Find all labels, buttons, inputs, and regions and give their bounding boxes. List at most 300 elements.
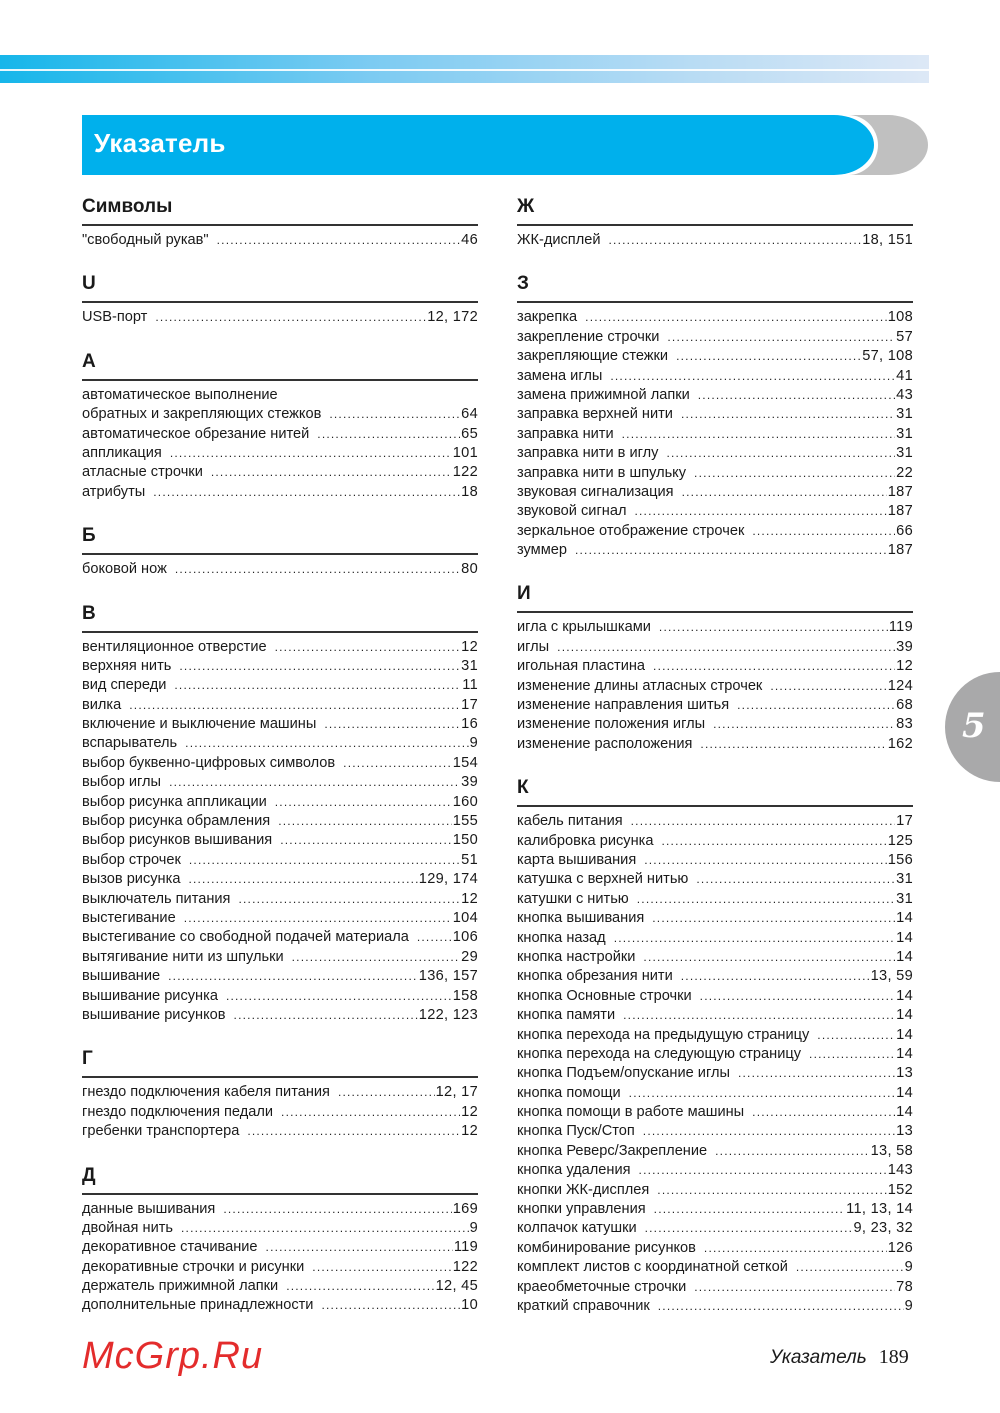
section-heading: Символы xyxy=(82,195,478,226)
index-entry xyxy=(517,464,913,483)
entry-pages: 143 xyxy=(887,1162,913,1179)
dot-leader xyxy=(694,464,895,483)
dot-leader xyxy=(643,1122,895,1141)
entry-pages: 10 xyxy=(461,1297,478,1314)
entry-term: кнопки управления xyxy=(517,1201,646,1218)
page-footer xyxy=(770,1346,909,1369)
entry-term: заправка верхней нити xyxy=(517,406,673,423)
entry-pages: 136, 157 xyxy=(418,968,478,985)
entry-pages: 64 xyxy=(461,406,478,423)
index-entry xyxy=(517,347,913,366)
index-entry xyxy=(517,812,913,831)
entry-pages: 18, 151 xyxy=(862,232,913,248)
entry-pages: 51 xyxy=(461,851,478,868)
index-entry xyxy=(517,909,913,928)
dot-leader xyxy=(634,502,886,521)
entry-term: гнездо подключения кабеля питания xyxy=(82,1084,330,1101)
entry-term: кнопка помощи в работе машины xyxy=(517,1104,745,1121)
entry-term: кнопка Пуск/Стоп xyxy=(517,1123,635,1140)
entry-pages: 14 xyxy=(896,1007,913,1024)
index-entry xyxy=(82,928,478,947)
entry-pages: 13, 58 xyxy=(870,1142,913,1159)
dot-leader xyxy=(796,1258,904,1277)
entry-term: кнопка перехода на предыдущую страницу xyxy=(517,1026,810,1043)
index-entry xyxy=(82,890,478,909)
entry-pages: 43 xyxy=(896,386,913,403)
entry-term: изменение положения иглы xyxy=(517,716,706,733)
entry-term: катушки с нитью xyxy=(517,890,629,907)
entry-term: обратных и закрепляющих стежков xyxy=(82,406,322,423)
index-entry xyxy=(517,1278,913,1297)
entry-term: закрепляющие стежки xyxy=(517,348,669,365)
entry-term: выстегивание со свободной подачей материала xyxy=(82,929,409,946)
entry-pages: 57, 108 xyxy=(862,348,913,365)
entry-pages: 16 xyxy=(461,716,478,733)
index-column-left xyxy=(82,195,478,1338)
index-entry xyxy=(517,1219,913,1238)
dot-leader xyxy=(639,1161,887,1180)
index-entry xyxy=(517,328,913,347)
index-entry xyxy=(82,463,478,482)
entry-term: кнопки ЖК-дисплея xyxy=(517,1181,650,1198)
entry-term: дополнительные принадлежности xyxy=(82,1297,314,1314)
dot-leader xyxy=(234,1006,418,1025)
section-heading: U xyxy=(82,272,478,303)
index-entry xyxy=(517,1181,913,1200)
dot-leader xyxy=(181,1219,469,1238)
entry-pages: 11 xyxy=(462,677,478,694)
index-entry xyxy=(517,405,913,424)
entry-pages: 122 xyxy=(452,464,478,481)
dot-leader xyxy=(622,425,896,444)
index-entry xyxy=(82,405,478,424)
entry-term: "свободный рукав" xyxy=(82,232,209,248)
index-entry xyxy=(82,696,478,715)
dot-leader xyxy=(610,367,895,386)
entry-pages: 14 xyxy=(896,910,913,927)
index-entry xyxy=(517,967,913,986)
dot-leader xyxy=(175,560,460,579)
dot-leader xyxy=(737,696,895,715)
index-entry xyxy=(82,444,478,463)
entry-pages: 68 xyxy=(896,697,913,714)
index-section xyxy=(82,602,478,1026)
dot-leader xyxy=(715,1142,869,1161)
entry-pages: 39 xyxy=(461,774,478,791)
entry-pages: 9 xyxy=(469,1219,478,1236)
index-column-right xyxy=(517,195,913,1338)
dot-leader xyxy=(226,987,452,1006)
page-number: 189 xyxy=(878,1346,909,1368)
dot-leader xyxy=(174,676,461,695)
entry-pages: 158 xyxy=(452,987,478,1004)
entry-pages: 31 xyxy=(896,890,913,907)
entry-term: вспарыватель xyxy=(82,735,178,752)
index-entry xyxy=(517,1161,913,1180)
index-entry xyxy=(517,677,913,696)
index-entry xyxy=(82,1258,478,1277)
index-entry xyxy=(517,1045,913,1064)
entry-pages: 31 xyxy=(896,871,913,888)
index-entry xyxy=(82,560,478,579)
entry-term: USB-порт xyxy=(82,309,148,326)
entry-term: кнопка удаления xyxy=(517,1162,631,1179)
dot-leader xyxy=(292,948,461,967)
entry-pages: 155 xyxy=(452,813,478,830)
index-section xyxy=(517,195,913,250)
dot-leader xyxy=(682,483,887,502)
dot-leader xyxy=(317,425,460,444)
entry-term: кнопка Основные строчки xyxy=(517,987,692,1004)
entry-term: кнопка настройки xyxy=(517,948,636,965)
entry-term: кнопка вышивания xyxy=(517,910,645,927)
entry-term: колпачок катушки xyxy=(517,1220,637,1237)
entry-term: выбор рисунков вышивания xyxy=(82,832,273,849)
index-section xyxy=(517,272,913,560)
dot-leader xyxy=(629,1084,895,1103)
index-entry xyxy=(82,967,478,986)
dot-leader xyxy=(637,890,895,909)
dot-leader xyxy=(652,909,895,928)
entry-pages: 160 xyxy=(452,793,478,810)
index-section xyxy=(517,582,913,754)
entry-term: вытягивание нити из шпульки xyxy=(82,948,284,965)
index-entry xyxy=(517,522,913,541)
entry-term: звуковая сигнализация xyxy=(517,483,674,500)
dot-leader xyxy=(752,522,895,541)
entry-term: изменение расположения xyxy=(517,735,693,752)
dot-leader xyxy=(286,1277,434,1296)
entry-term: кнопка памяти xyxy=(517,1007,616,1024)
entry-term: игла с крылышками xyxy=(517,619,651,636)
entry-pages: 14 xyxy=(896,1084,913,1101)
index-entry xyxy=(517,1142,913,1161)
entry-term: выбор буквенно-цифровых символов xyxy=(82,754,336,771)
entry-term: автоматическое выполнение xyxy=(82,386,278,403)
index-entry xyxy=(82,308,478,327)
entry-pages: 125 xyxy=(887,832,913,849)
entry-pages: 13, 59 xyxy=(870,968,913,985)
index-section xyxy=(517,776,913,1316)
dot-leader xyxy=(247,1122,460,1141)
index-entry xyxy=(517,483,913,502)
dot-leader xyxy=(667,328,895,347)
entry-pages: 17 xyxy=(896,813,913,830)
index-entry xyxy=(82,870,478,889)
entry-pages: 57 xyxy=(896,328,913,345)
entry-pages: 22 xyxy=(896,464,913,481)
index-entry xyxy=(517,1297,913,1316)
section-heading: Д xyxy=(82,1164,478,1195)
entry-pages: 14 xyxy=(896,1045,913,1062)
entry-pages: 9, 23, 32 xyxy=(853,1220,913,1237)
entry-term: звуковой сигнал xyxy=(517,503,627,520)
dot-leader xyxy=(223,1200,451,1219)
dot-leader xyxy=(168,967,418,986)
entry-term: иглы xyxy=(517,638,550,655)
entry-term: зеркальное отображение строчек xyxy=(517,522,745,539)
index-entry xyxy=(517,870,913,889)
entry-term: краеобметочные строчки xyxy=(517,1278,687,1295)
entry-pages: 122, 123 xyxy=(418,1006,478,1023)
index-entry xyxy=(517,735,913,754)
dot-leader xyxy=(417,928,452,947)
entry-pages: 11, 13, 14 xyxy=(846,1201,913,1218)
dot-leader xyxy=(129,696,460,715)
entry-pages: 150 xyxy=(452,832,478,849)
section-heading: И xyxy=(517,582,913,613)
index-entry xyxy=(82,638,478,657)
index-entry xyxy=(82,1238,478,1257)
index-entry xyxy=(517,1064,913,1083)
entry-pages: 119 xyxy=(888,619,913,636)
entry-term: игольная пластина xyxy=(517,658,646,675)
index-entry xyxy=(517,231,913,250)
section-heading: Б xyxy=(82,524,478,555)
entry-pages: 31 xyxy=(896,445,913,462)
dot-leader xyxy=(643,948,895,967)
entry-term: карта вышивания xyxy=(517,851,637,868)
entry-pages: 9 xyxy=(904,1259,913,1276)
index-entry xyxy=(82,1219,478,1238)
entry-term: данные вышивания xyxy=(82,1200,216,1217)
entry-pages: 18 xyxy=(461,483,478,500)
dot-leader xyxy=(809,1045,895,1064)
entry-pages: 187 xyxy=(887,503,913,520)
entry-term: вызов рисунка xyxy=(82,871,181,888)
dot-leader xyxy=(575,541,887,560)
dot-leader xyxy=(281,1103,460,1122)
index-entry xyxy=(82,851,478,870)
entry-pages: 46 xyxy=(461,232,478,248)
dot-leader xyxy=(324,715,460,734)
entry-pages: 152 xyxy=(887,1181,913,1198)
index-entry xyxy=(82,734,478,753)
header-gradient-bar xyxy=(0,55,929,83)
entry-term: кнопка помощи xyxy=(517,1084,621,1101)
index-entry xyxy=(517,948,913,967)
entry-pages: 12 xyxy=(461,1103,478,1120)
entry-pages: 14 xyxy=(896,948,913,965)
dot-leader xyxy=(645,1219,853,1238)
entry-term: изменение длины атласных строчек xyxy=(517,677,763,694)
index-entry xyxy=(82,948,478,967)
dot-leader xyxy=(170,444,452,463)
dot-leader xyxy=(275,793,452,812)
index-entry xyxy=(517,929,913,948)
index-entry xyxy=(517,638,913,657)
entry-pages: 13 xyxy=(896,1123,913,1140)
dot-leader xyxy=(661,832,886,851)
index-entry xyxy=(82,987,478,1006)
entry-term: закрепка xyxy=(517,309,578,326)
entry-pages: 14 xyxy=(896,929,913,946)
dot-leader xyxy=(179,657,460,676)
entry-term: верхняя нить xyxy=(82,657,172,674)
dot-leader xyxy=(817,1026,895,1045)
entry-pages: 39 xyxy=(896,638,913,655)
entry-pages: 12, 45 xyxy=(435,1278,478,1295)
entry-term: держатель прижимной лапки xyxy=(82,1278,279,1295)
entry-term: кнопка обрезания нити xyxy=(517,968,673,985)
dot-leader xyxy=(312,1258,451,1277)
dot-leader xyxy=(609,231,862,250)
dot-leader xyxy=(266,1238,453,1257)
chapter-tab-number: 5 xyxy=(962,706,986,746)
index-entry xyxy=(82,1296,478,1315)
dot-leader xyxy=(657,1181,886,1200)
entry-pages: 14 xyxy=(896,1026,913,1043)
dot-leader xyxy=(666,444,895,463)
index-entry xyxy=(517,832,913,851)
dot-leader xyxy=(676,347,861,366)
entry-pages: 17 xyxy=(461,696,478,713)
section-heading: А xyxy=(82,350,478,381)
entry-pages: 106 xyxy=(452,929,478,946)
index-entry xyxy=(82,773,478,792)
section-heading: К xyxy=(517,776,913,807)
index-section xyxy=(82,1164,478,1316)
entry-pages: 78 xyxy=(896,1278,913,1295)
section-heading: Г xyxy=(82,1047,478,1078)
entry-term: вышивание рисунков xyxy=(82,1006,226,1023)
entry-term: калибровка рисунка xyxy=(517,832,654,849)
dot-leader xyxy=(654,1200,846,1219)
index-entry xyxy=(82,1277,478,1296)
entry-term: краткий справочник xyxy=(517,1297,650,1314)
entry-term: декоративные строчки и рисунки xyxy=(82,1258,305,1275)
index-entry xyxy=(517,1084,913,1103)
index-entry xyxy=(517,987,913,1006)
dot-leader xyxy=(184,909,452,928)
index-entry xyxy=(82,386,478,405)
entry-pages: 31 xyxy=(896,425,913,442)
index-entry xyxy=(82,754,478,773)
index-entry xyxy=(82,231,478,250)
index-entry xyxy=(517,696,913,715)
section-heading: З xyxy=(517,272,913,303)
entry-pages: 104 xyxy=(452,909,478,926)
index-entry xyxy=(82,909,478,928)
entry-pages: 13 xyxy=(896,1065,913,1082)
entry-term: выбор рисунка обрамления xyxy=(82,813,271,830)
entry-pages: 119 xyxy=(453,1239,478,1256)
entry-pages: 29 xyxy=(461,948,478,965)
entry-pages: 108 xyxy=(887,309,913,326)
entry-pages: 14 xyxy=(896,987,913,1004)
entry-pages: 187 xyxy=(887,483,913,500)
entry-pages: 65 xyxy=(461,425,478,442)
entry-term: гребенки транспортера xyxy=(82,1123,240,1140)
entry-term: заправка нити в шпульку xyxy=(517,464,687,481)
entry-term: вентиляционное отверстие xyxy=(82,638,267,655)
index-entry xyxy=(517,541,913,560)
entry-pages: 101 xyxy=(452,444,478,461)
index-entry xyxy=(82,793,478,812)
entry-term: комбинирование рисунков xyxy=(517,1239,696,1256)
entry-term: декоративное стачивание xyxy=(82,1239,258,1256)
entry-term: гнездо подключения педали xyxy=(82,1103,274,1120)
entry-term: аппликация xyxy=(82,444,162,461)
index-entry xyxy=(517,618,913,637)
dot-leader xyxy=(155,308,426,327)
index-entry xyxy=(517,386,913,405)
entry-pages: 12 xyxy=(461,890,478,907)
index-section xyxy=(82,195,478,250)
entry-term: включение и выключение машины xyxy=(82,716,317,733)
entry-pages: 156 xyxy=(887,851,913,868)
entry-term: выстегивание xyxy=(82,909,176,926)
index-entry xyxy=(82,831,478,850)
dot-leader xyxy=(217,231,461,250)
entry-term: ЖК-дисплей xyxy=(517,232,601,248)
dot-leader xyxy=(700,735,886,754)
entry-pages: 9 xyxy=(904,1297,913,1314)
entry-term: кнопка Подъем/опускание иглы xyxy=(517,1065,730,1082)
dot-leader xyxy=(658,1297,904,1316)
entry-term: катушка с верхней нитью xyxy=(517,871,689,888)
entry-term: выбор строчек xyxy=(82,851,181,868)
index-entry xyxy=(517,657,913,676)
index-entry xyxy=(517,890,913,909)
entry-term: кнопка перехода на следующую страницу xyxy=(517,1045,802,1062)
dot-leader xyxy=(700,987,895,1006)
entry-term: замена прижимной лапки xyxy=(517,386,690,403)
index-entry xyxy=(82,1083,478,1102)
dot-leader xyxy=(188,870,417,889)
entry-pages: 31 xyxy=(461,657,478,674)
index-entry xyxy=(517,502,913,521)
dot-leader xyxy=(659,618,888,637)
dot-leader xyxy=(644,851,887,870)
entry-pages: 169 xyxy=(452,1200,478,1217)
index-entry xyxy=(82,425,478,444)
entry-pages: 12 xyxy=(461,638,478,655)
dot-leader xyxy=(704,1239,887,1258)
dot-leader xyxy=(211,463,452,482)
dot-leader xyxy=(698,386,895,405)
dot-leader xyxy=(585,308,887,327)
index-entry xyxy=(82,657,478,676)
entry-pages: 41 xyxy=(896,367,913,384)
entry-pages: 14 xyxy=(896,1104,913,1121)
dot-leader xyxy=(343,754,452,773)
entry-pages: 154 xyxy=(452,754,478,771)
entry-term: заправка нити xyxy=(517,425,614,442)
dot-leader xyxy=(623,1006,895,1025)
dot-leader xyxy=(713,715,895,734)
entry-pages: 162 xyxy=(887,735,913,752)
entry-term: кабель питания xyxy=(517,813,623,830)
index-entry xyxy=(82,1006,478,1025)
dot-leader xyxy=(681,405,895,424)
index-entry xyxy=(517,425,913,444)
entry-term: автоматическое обрезание нитей xyxy=(82,425,310,442)
index-section xyxy=(82,524,478,579)
dot-leader xyxy=(770,677,886,696)
entry-term: замена иглы xyxy=(517,367,603,384)
entry-term: кнопка Реверс/Закрепление xyxy=(517,1142,708,1159)
section-heading: В xyxy=(82,602,478,633)
index-entry xyxy=(517,715,913,734)
index-entry xyxy=(517,1200,913,1219)
dot-leader xyxy=(631,812,896,831)
page-title: Указатель xyxy=(94,128,226,158)
dot-leader xyxy=(338,1083,435,1102)
entry-pages: 124 xyxy=(887,677,913,694)
index-entry xyxy=(517,851,913,870)
entry-pages: 12 xyxy=(461,1123,478,1140)
